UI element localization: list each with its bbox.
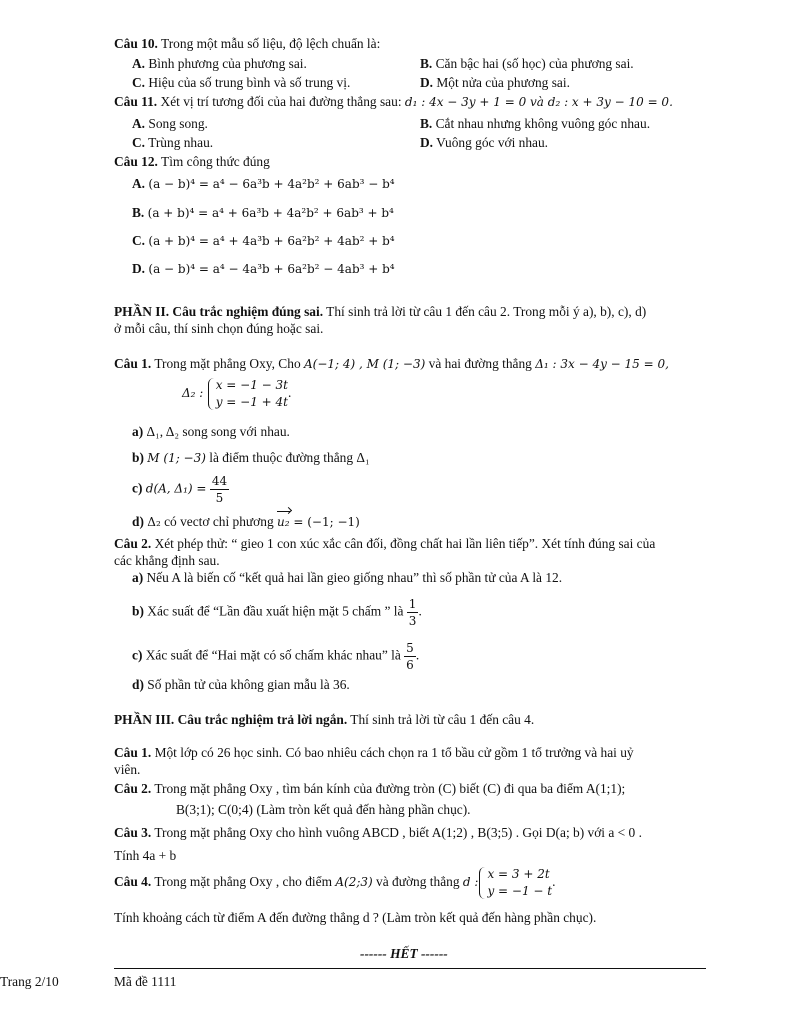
question-label: Câu 1. <box>114 745 152 760</box>
p3-question-1 <box>114 745 634 761</box>
statement-label: b) <box>132 450 144 465</box>
question-label: Câu 2. <box>114 781 152 796</box>
question-text-cont: các khẳng định sau. <box>114 553 220 568</box>
statement-b <box>132 450 370 466</box>
question-label: Câu 11. <box>114 94 158 109</box>
math-expression: A(−1; 4) , M (1; −3) <box>303 357 426 371</box>
question-text: Một lớp có 26 học sinh. Có bao nhiêu cách chọn ra 1 tổ bầu cử gồm 1 tổ trưởng và hai uỷ <box>151 745 634 760</box>
question-text: và hai đường thẳng <box>425 356 536 371</box>
question-text-cont: Tính khoảng cách từ điểm A đến đường thẳng d ? (Làm tròn kết quả đến hàng phần chục). <box>114 910 597 925</box>
option-label: C. <box>132 75 146 90</box>
statement-c <box>132 473 229 506</box>
option-text: Căn bậc hai (số học) của phương sai. <box>432 56 634 71</box>
option-label: A. <box>132 176 146 191</box>
statement-label: a) <box>132 570 144 585</box>
p3-question-2 <box>114 781 625 797</box>
question-text: Xét vị trí tương đối của hai đường thẳng sau: <box>157 94 405 109</box>
question-text: Xét phép thử: “ gieo 1 con xúc xắc cân đối, đồng chất hai lần liên tiếp”. Xét tính đúng sai của <box>151 536 656 551</box>
math-expression: d(A, Δ₁) = <box>145 481 207 496</box>
option-label: A. <box>132 116 146 131</box>
option-text: Trùng nhau. <box>145 135 214 150</box>
option-label: D. <box>420 75 434 90</box>
question-12 <box>114 154 270 170</box>
fraction <box>404 640 416 673</box>
option-label: D. <box>420 135 434 150</box>
statement-label: b) <box>132 603 144 619</box>
p2-question-2 <box>114 536 655 552</box>
question-text: Trong mặt phẳng Oxy cho hình vuông ABCD , biết A(1;2) , B(3;5) . Gọi D(a; b) với a < 0 . <box>151 825 642 840</box>
math-expression: A(2;3) <box>335 875 373 890</box>
part-2-instructions-cont: ở mỗi câu, thí sinh chọn đúng hoặc sai. <box>114 321 324 336</box>
question-text: Trong mặt phẳng Oxy , cho điểm <box>151 874 336 890</box>
question-text: Trong mặt phẳng Oxy , tìm bán kính của đường tròn (C) biết (C) đi qua ba điểm A(1;1); <box>151 781 626 796</box>
question-label: Câu 4. <box>114 874 152 890</box>
section-instructions: Thí sinh trả lời từ câu 1 đến câu 4. <box>347 712 535 727</box>
option-d <box>420 75 570 91</box>
statement-a <box>132 570 562 586</box>
statement-text: là điểm thuộc đường thẳng Δ₁ <box>205 450 370 465</box>
denominator: 5 <box>215 491 224 505</box>
statement-text: Số phần tử của không gian mẫu là 36. <box>143 677 350 692</box>
question-label: Câu 1. <box>114 356 152 371</box>
statement-text: Xác suất để “Lần đầu xuất hiện mặt 5 chấm ” là <box>143 603 407 619</box>
option-d <box>132 261 395 277</box>
option-label: C. <box>132 233 146 248</box>
math-expression: d₁ : 4x − 3y + 1 = 0 và d₂ : x + 3y − 10 = 0. <box>404 95 673 109</box>
math-expression: (a − b)⁴ = a⁴ − 4a³b + 6a²b² − 4ab³ + b⁴ <box>148 262 395 276</box>
part-3-heading <box>114 712 534 728</box>
question-text-cont: B(3;1); C(0;4) (Làm tròn kết quả đến hàng phần chục). <box>176 802 471 817</box>
math-expression: (a − b)⁴ = a⁴ − 6a³b + 4a²b² + 6ab³ − b⁴ <box>148 177 395 191</box>
equation-y: y = −1 − t <box>487 884 553 898</box>
equation-x: x = 3 + 2t <box>487 867 550 881</box>
fraction <box>210 473 229 506</box>
line-name: d : <box>462 875 479 890</box>
statement-d <box>132 677 350 693</box>
option-text: Một nửa của phương sai. <box>433 75 570 90</box>
math-expression: Δ₁ : 3x − 4y − 15 = 0, <box>535 357 669 371</box>
end-marker: ------ HẾT ------ <box>360 946 448 961</box>
question-text-cont: viên. <box>114 762 141 777</box>
line-name: Δ₂ : <box>182 386 204 401</box>
direction-vector: u₂ <box>277 515 290 529</box>
math-expression: (a + b)⁴ = a⁴ + 6a³b + 4a²b² + 6ab³ + b⁴ <box>147 206 394 220</box>
denominator: 6 <box>406 658 414 672</box>
section-instructions: Thí sinh trả lời từ câu 1 đến câu 2. Trong mỗi ý a), b), c), d) <box>323 304 647 319</box>
parametric-system <box>478 866 552 900</box>
question-text: Trong một mẫu số liệu, độ lệch chuẩn là: <box>157 36 381 51</box>
question-text: Tìm công thức đúng <box>157 154 270 169</box>
option-text: Bình phương của phương sai. <box>145 56 307 71</box>
footer-divider <box>114 968 706 969</box>
option-text: Cắt nhau nhưng không vuông góc nhau. <box>432 116 651 131</box>
option-label: B. <box>132 205 145 220</box>
option-text: Vuông góc với nhau. <box>433 135 549 150</box>
question-label: Câu 2. <box>114 536 152 551</box>
statement-text: Δ₁, Δ₂ song song với nhau. <box>146 424 290 439</box>
option-text: Hiệu của số trung bình và số trung vị. <box>145 75 351 90</box>
statement-label: c) <box>132 647 143 663</box>
statement-label: d) <box>132 514 144 529</box>
question-text-cont: Tính 4a + b <box>114 848 177 863</box>
denominator: 3 <box>408 614 417 628</box>
question-10 <box>114 36 380 52</box>
math-expression: M (1; −3) <box>147 451 206 465</box>
statement-label: a) <box>132 424 144 439</box>
question-label: Câu 10. <box>114 36 158 51</box>
statement-c: c) Xác suất để “Hai mặt có số chấm khác nhau” là $\frac{5}{6}$ . <box>132 641 420 672</box>
option-c <box>132 135 213 151</box>
option-b <box>420 116 650 132</box>
part-2-heading <box>114 304 646 320</box>
statement-text: có vectơ chỉ phương <box>160 514 278 529</box>
exam-code: Mã đề 1111 <box>114 974 177 989</box>
math-expression: = (−1; −1) <box>289 515 360 529</box>
option-c <box>132 75 350 91</box>
question-text: và đường thẳng <box>372 874 463 890</box>
option-label: B. <box>420 56 433 71</box>
option-a <box>132 116 208 132</box>
option-a <box>132 56 307 72</box>
statement-b: b) Xác suất để “Lần đầu xuất hiện mặt 5 chấm ” là $\frac{1}{3}$ . <box>132 597 422 628</box>
equation-y: y = −1 + 4t <box>215 395 288 409</box>
statement-a <box>132 424 290 440</box>
statement-text: Xác suất để “Hai mặt có số chấm khác nhau” là <box>142 647 405 663</box>
line-delta2-system: Δ₂ : x = −1 − 3t y = −1 + 4t . <box>182 378 292 409</box>
math-expression: (a + b)⁴ = a⁴ + 4a³b + 6a²b² + 4ab² + b⁴ <box>148 234 395 248</box>
statement-text: Nếu A là biến cố “kết quả hai lần gieo giống nhau” thì số phần tử của A là 12. <box>143 570 563 585</box>
question-11 <box>114 94 673 110</box>
option-label: C. <box>132 135 146 150</box>
p3-question-3 <box>114 825 642 841</box>
p3-question-4: Câu 4. Trong mặt phẳng Oxy , cho điểm A(2;3) và đường thẳng d : x = 3 + 2t y = −1 − t . <box>114 867 556 898</box>
statement-d <box>132 514 360 530</box>
numerator: 5 <box>406 641 414 655</box>
option-d <box>420 135 548 151</box>
option-c <box>132 233 395 249</box>
option-text: Song song. <box>145 116 208 131</box>
option-label: D. <box>132 261 146 276</box>
section-title: PHẦN III. Câu trắc nghiệm trả lời ngắn. <box>114 712 348 727</box>
option-label: B. <box>420 116 433 131</box>
option-label: A. <box>132 56 146 71</box>
parametric-system <box>207 377 288 411</box>
statement-label: d) <box>132 677 144 692</box>
p2-question-1 <box>114 356 669 372</box>
question-label: Câu 12. <box>114 154 158 169</box>
fraction <box>407 596 419 629</box>
option-b <box>132 205 394 221</box>
question-label: Câu 3. <box>114 825 152 840</box>
question-text: Trong mặt phẳng Oxy, Cho <box>151 356 304 371</box>
option-a <box>132 176 395 192</box>
option-b <box>420 56 634 72</box>
math-expression: Δ₂ <box>147 515 161 529</box>
section-title: PHẦN II. Câu trắc nghiệm đúng sai. <box>114 304 324 319</box>
statement-label: c) <box>132 480 143 496</box>
page-number: Trang 2/10 <box>0 974 59 989</box>
numerator: 44 <box>211 474 228 488</box>
numerator: 1 <box>408 597 417 611</box>
equation-x: x = −1 − 3t <box>215 378 288 392</box>
